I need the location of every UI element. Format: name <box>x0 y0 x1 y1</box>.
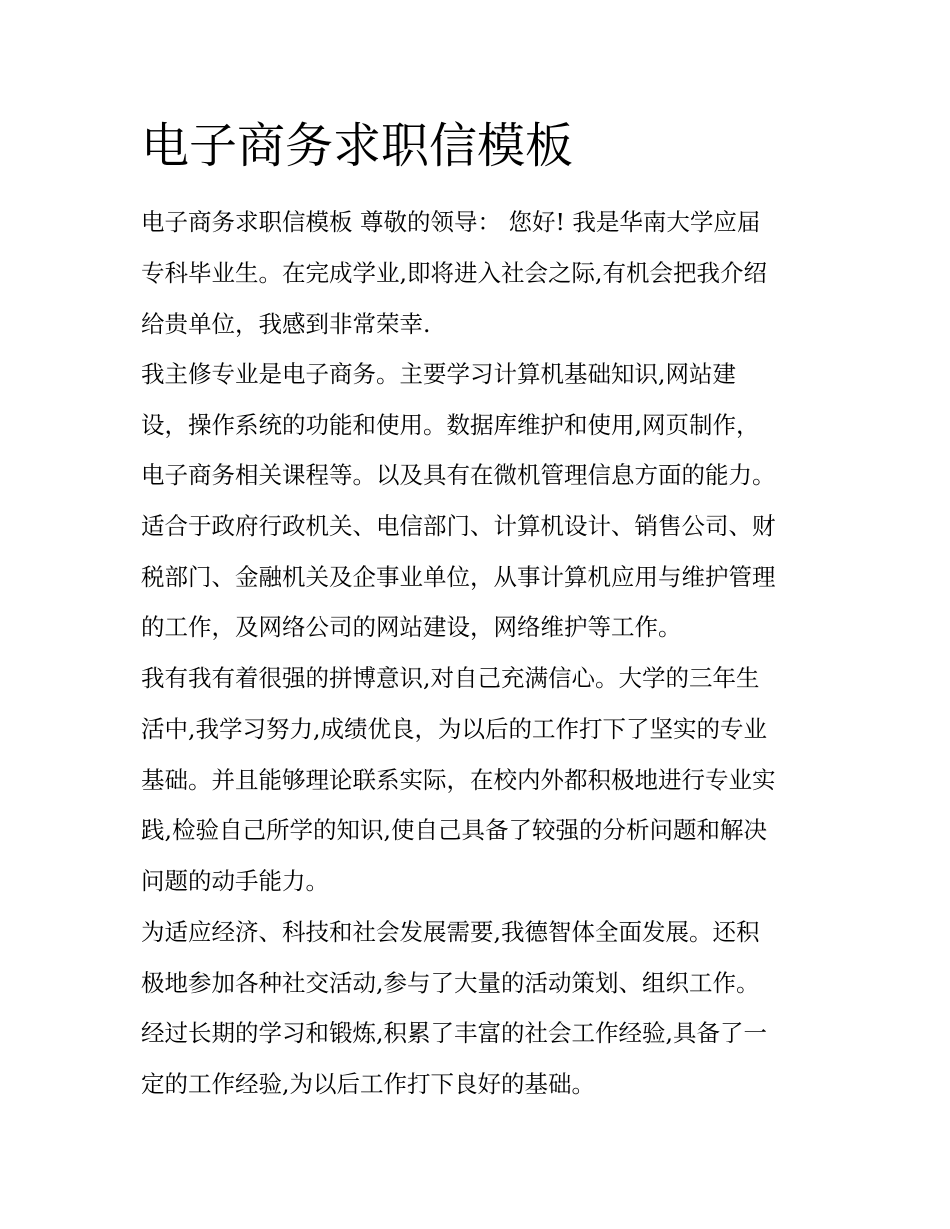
body-line-15: 为适应经济、科技和社会发展需要,我德智体全面发展。还积 <box>141 918 760 946</box>
body-line-14: 问题的动手能力。 <box>141 867 329 895</box>
body-line-18: 定的工作经验,为以后工作打下良好的基础。 <box>141 1070 595 1098</box>
body-line-9: 的工作，及网络公司的网站建设，网络维护等工作。 <box>141 613 682 641</box>
body-line-11: 活中,我学习努力,成绩优良，为以后的工作打下了坚实的专业 <box>141 715 767 743</box>
body-line-17: 经过长期的学习和锻炼,积累了丰富的社会工作经验,具备了一 <box>141 1019 767 1047</box>
body-line-10: 我有我有着很强的拼博意识,对自己充满信心。大学的三年生 <box>141 664 760 692</box>
body-line-13: 践,检验自己所学的知识,使自己具备了较强的分析问题和解决 <box>141 816 767 844</box>
body-line-1: 电子商务求职信模板 尊敬的领导： 您好! 我是华南大学应届 <box>141 208 761 236</box>
body-line-6: 电子商务相关课程等。以及具有在微机管理信息方面的能力。 <box>141 461 776 489</box>
body-line-16: 极地参加各种社交活动,参与了大量的活动策划、组织工作。 <box>141 969 760 997</box>
body-line-12: 基础。并且能够理论联系实际，在校内外都积极地进行专业实 <box>141 766 776 794</box>
body-line-2: 专科毕业生。在完成学业,即将进入社会之际,有机会把我介绍 <box>141 259 767 287</box>
body-line-4: 我主修专业是电子商务。主要学习计算机基础知识,网站建 <box>141 360 736 388</box>
document-title: 电子商务求职信模板 <box>141 118 574 174</box>
body-line-3: 给贵单位，我感到非常荣幸. <box>141 310 431 338</box>
body-line-7: 适合于政府行政机关、电信部门、计算机设计、销售公司、财 <box>141 512 776 540</box>
body-line-5: 设，操作系统的功能和使用。数据库维护和使用,网页制作， <box>141 411 760 439</box>
body-line-8: 税部门、金融机关及企事业单位，从事计算机应用与维护管理 <box>141 563 776 591</box>
